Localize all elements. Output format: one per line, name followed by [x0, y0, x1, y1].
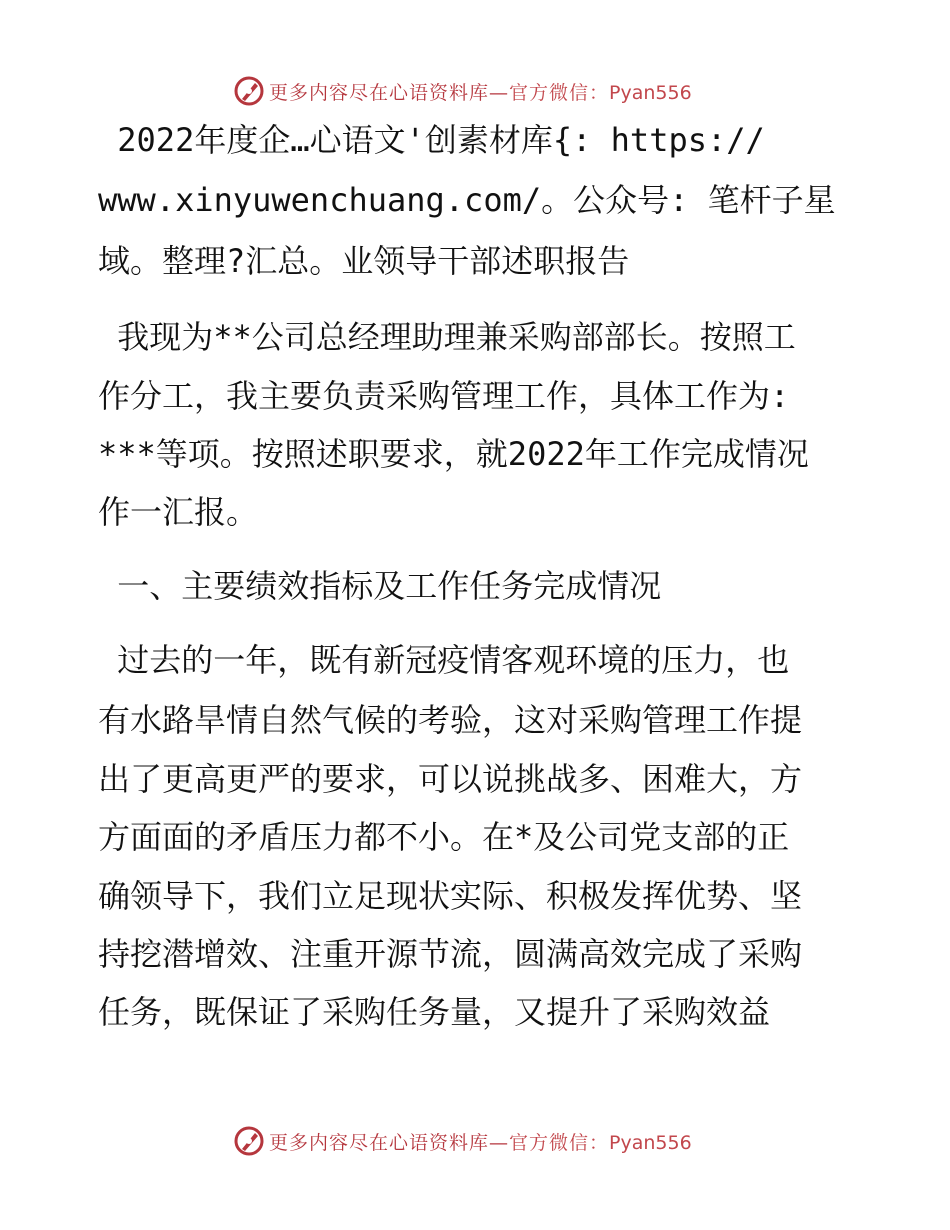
- title-line: www.xinyuwenchuang.com/。公众号: 笔杆子星: [98, 181, 836, 219]
- banner-dash: —: [489, 1131, 510, 1154]
- wechat-label: 官方微信：: [509, 81, 610, 104]
- header-banner: [0, 70, 950, 110]
- body-line: 任务，既保证了采购任务量，又提升了采购效益: [98, 993, 771, 1031]
- banner-title: 更多内容尽在心语资料库: [269, 81, 490, 104]
- intro-line: 作分工，我主要负责采购管理工作，具体工作为:: [98, 377, 790, 415]
- section-heading: 一、主要绩效指标及工作任务完成情况: [98, 567, 662, 605]
- wechat-id: Pyan556: [609, 81, 692, 104]
- title-line: 2022年度企…心语文'创素材库{: https://: [98, 121, 765, 159]
- intro-line: ***等项。按照述职要求，就2022年工作完成情况: [98, 435, 809, 473]
- banner-text: [269, 1128, 692, 1155]
- intro-line: 作一汇报。: [98, 493, 259, 531]
- body-line: 持挖潜增效、注重开源节流，圆满高效完成了采购: [98, 935, 803, 973]
- intro-line: 我现为**公司总经理助理兼采购部部长。按照工: [98, 318, 796, 356]
- body-line: 出了更高更严的要求，可以说挑战多、困难大，方: [98, 760, 803, 798]
- body-line: 有水路旱情自然气候的考验，这对采购管理工作提: [98, 701, 803, 739]
- footer-banner: [0, 1120, 950, 1160]
- body-line: 确领导下，我们立足现状实际、积极发挥优势、坚: [98, 877, 803, 915]
- wechat-label: 官方微信：: [509, 1131, 610, 1154]
- red-quill-seal-icon: [233, 1125, 265, 1157]
- banner-title: 更多内容尽在心语资料库: [269, 1131, 490, 1154]
- wechat-id: Pyan556: [609, 1131, 692, 1154]
- body-line: 过去的一年，既有新冠疫情客观环境的压力，也: [98, 641, 790, 679]
- banner-dash: —: [489, 81, 510, 104]
- red-quill-seal-icon: [233, 75, 265, 107]
- title-line: 域。整理?汇总。业领导干部述职报告: [98, 242, 630, 280]
- banner-text: [269, 78, 692, 105]
- body-line: 方面面的矛盾压力都不小。在*及公司党支部的正: [98, 818, 790, 856]
